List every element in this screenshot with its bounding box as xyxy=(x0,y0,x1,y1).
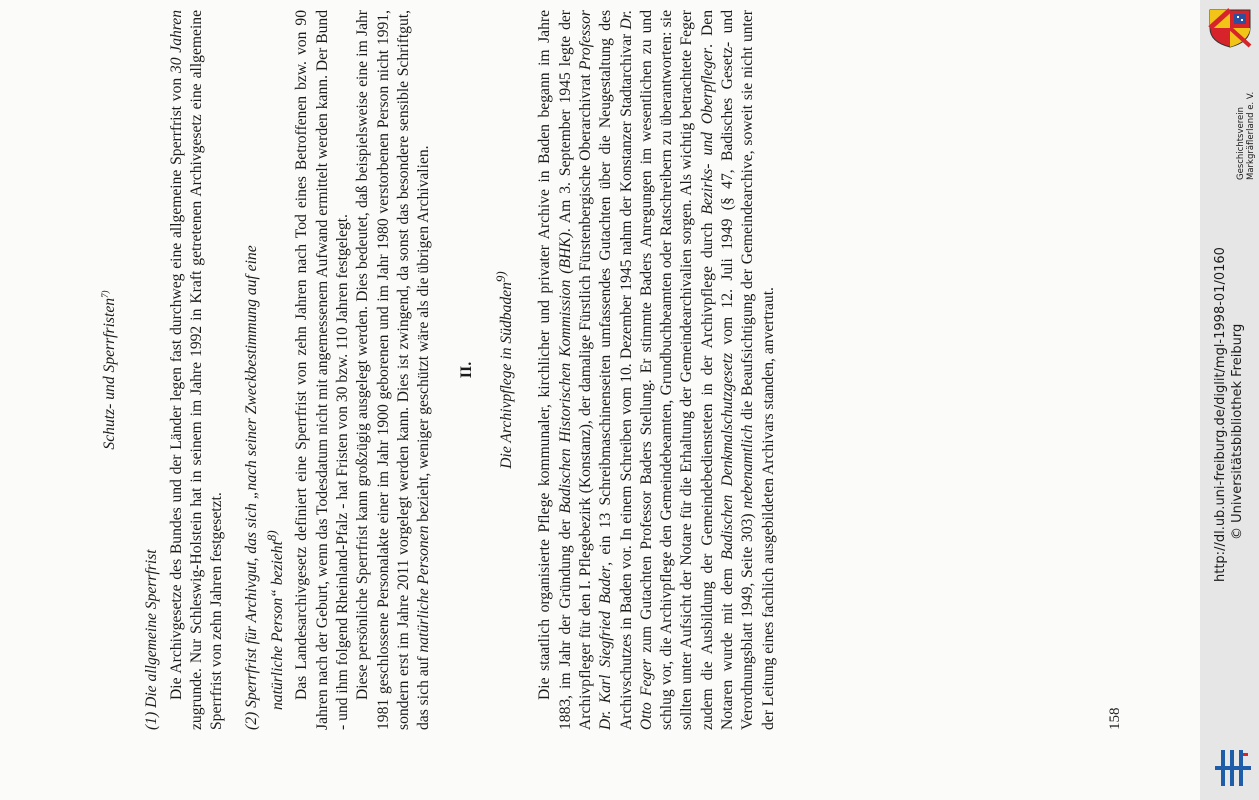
running-head: Schutz- und Sperrfristen$^{7)}$ xyxy=(100,290,119,450)
society-name-line2: Markgräflerland e. V. xyxy=(1246,91,1256,180)
document-body xyxy=(95,9,1123,730)
section1-heading: (1) Die allgemeine Sperrfrist xyxy=(143,549,161,730)
copyright-notice: © Universitätsbibliothek Freiburg xyxy=(1230,323,1245,540)
part-title: Die Archivpflege in Südbaden$^{9)}$ xyxy=(492,271,516,469)
source-url[interactable]: http://dl.ub.uni-freiburg.de/diglit/mgl-1998-01/0160 xyxy=(1213,247,1228,582)
page-number: 158 xyxy=(1106,707,1123,730)
society-name-line1: Geschichtsverein xyxy=(1236,106,1246,180)
ub-freiburg-logo-icon xyxy=(1213,748,1253,788)
section2-paragraph-1: Das Landesarchivgesetz definiert eine Sperrfrist von zehn Jahren nach Tod eines Betroffenen bzw. von 90 Jahren nach der Geburt, wenn das Todesdatum nicht mit angemessenem Aufwand ermittelt werden kann. Der Bund - und ihm folgend Rheinland-Pfalz - hat Fristen von 30 bzw. 110 Jahren festgelegt. xyxy=(293,10,352,730)
section1-paragraph: Die Archivgesetze des Bundes und der Länder legen fast durchweg eine allgemeine Sperrfrist von 30 Jahren zugrunde. Nur Schleswig-Holstein hat in seinem im Jahre 1992 in Kraft getretenen Archivgesetz eine allgemeine Sperrfrist von zehn Jahren festgesetzt. xyxy=(167,10,226,730)
part-number: II. xyxy=(457,361,475,379)
section2-paragraph-2: Diese persönliche Sperrfrist kann großzügig ausgelegt werden. Dies bedeutet, daß beispielsweise eine im Jahr 1981 geschlossene Personalakte einer im Jahr 1900 geborenen und im Jahr 1980 verstorbenen Person nicht 1991, sondern erst im Jahre 2011 vorgelegt werden kann. Dies ist zwingend, da sonst das besondere sensible Schriftgut, das sich auf natürliche Personen bezieht, weniger geschützt wäre als die übrigen Archivalien. xyxy=(354,10,433,730)
coat-of-arms-icon xyxy=(1207,8,1253,48)
part-paragraph: Die staatlich organisierte Pflege kommunaler, kirchlicher und privater Archive in Baden begann im Jahre 1883, im Jahr der Gründung der Badischen Historischen Kommission (BHK). Am 3. September 1945 legte der Archivpfleger für den I. Pflegebezirk (Konstanz), der damalige Fürstlich Fürstenbergische Oberarchivrat Professor Dr. Karl Siegfried Bader, ein 13 Schreibmaschinenseiten umfassendes Gutachten über die Neugestaltung des Archivschutzes in Baden vor. In einem Schreiben vom 10. Dezember 1945 nahm der Konstanzer Stadtarchivar Dr. Otto Feger zum Gutachten Professor Baders Stellung. Er stimmte Baders Anregungen im wesentlichen zu und schlug vor, die Archivpflege den Gemeindebeamten, Grundbuchbeamten oder Ratschreibern zu überantworten: sie sollten unter Aufsicht der Notare für die Erhaltung der Gemeindearchivalien sorgen. Als wichtig betrachtete Feger zudem die Ausbildung der Gemeindebediensteten in der Archivpflege durch Bezirks- und Oberpfleger. Den Notaren wurde mit dem Badischen Denkmalschutzgesetz vom 12. Juli 1949 (§ 47, Badisches Gesetz- und Verordnungsblatt 1949, Seite 303) nebenamtlich die Beaufsichtigung der Gemeindearchive, soweit sie nicht unter der Leitung eines fachlich ausgebildeten Archivars standen, anvertraut. xyxy=(536,9,777,730)
section2-heading: (2) Sperrfrist für Archivgut, das sich „nach seiner Zweckbestimmung auf eine natürliche Person“ bezieht$^{8)}$ xyxy=(242,245,287,730)
